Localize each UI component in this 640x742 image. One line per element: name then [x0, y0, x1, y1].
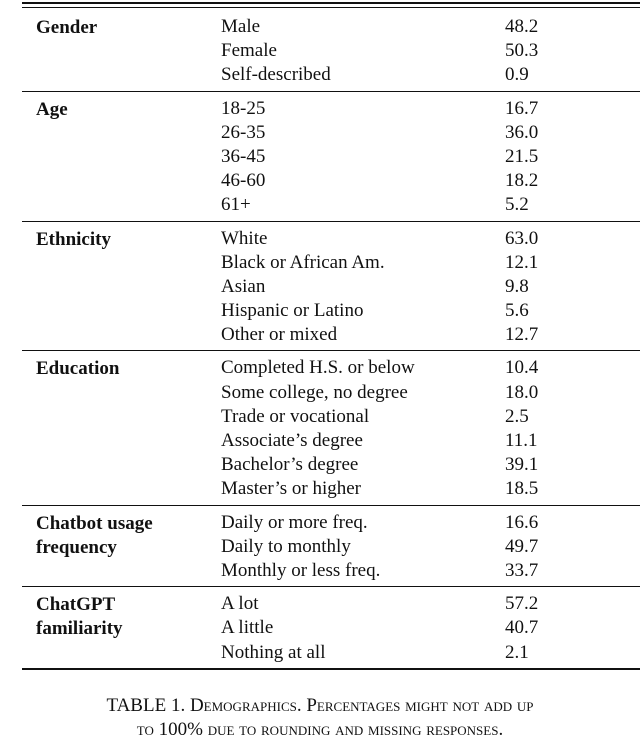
- row-value: 39.1: [505, 454, 539, 476]
- table-section: [22, 10, 640, 92]
- table-row: [22, 592, 640, 616]
- row-value: 2.5: [505, 405, 529, 427]
- row-label: Nothing at all: [221, 641, 326, 663]
- table-row: [22, 559, 640, 583]
- table-row: [22, 145, 640, 169]
- row-label: Female: [221, 40, 277, 62]
- row-label: Hispanic or Latino: [221, 300, 364, 322]
- table-section: [22, 222, 640, 352]
- row-label: 26-35: [221, 121, 266, 143]
- row-value: 10.4: [505, 357, 539, 379]
- row-value: 48.2: [505, 16, 539, 37]
- row-label: 61+: [221, 194, 251, 216]
- table-row: [22, 323, 640, 347]
- row-value: 5.2: [505, 194, 529, 216]
- row-value: 16.7: [505, 97, 539, 119]
- table-row: [22, 535, 640, 559]
- row-value: 5.6: [505, 300, 529, 322]
- table-section: [22, 587, 640, 670]
- table-row: [22, 429, 640, 453]
- table-row: [22, 511, 640, 535]
- table-row: [22, 227, 640, 251]
- table-row: [22, 275, 640, 299]
- row-label: Daily or more freq.: [221, 511, 368, 533]
- table-row: [22, 453, 640, 477]
- demographics-table: [0, 10, 640, 670]
- row-label: Completed H.S. or below: [221, 357, 415, 379]
- row-value: 11.1: [505, 430, 538, 451]
- row-label: Black or African Am.: [221, 251, 385, 273]
- row-label: Trade or vocational: [221, 405, 370, 427]
- row-label: Daily to monthly: [221, 535, 351, 557]
- row-value: 40.7: [505, 617, 539, 639]
- row-value: 2.1: [505, 641, 529, 663]
- table-section: [22, 351, 640, 505]
- row-label: Bachelor’s degree: [221, 454, 359, 476]
- section-category: Age: [36, 98, 68, 120]
- row-value: 18.2: [505, 170, 539, 192]
- table-caption: [0, 694, 640, 742]
- section-category: Education: [36, 358, 120, 380]
- row-label: A little: [221, 617, 274, 639]
- caption-line-2: to 100% due to rounding and missing responses.: [136, 719, 504, 740]
- table-row: [22, 193, 640, 217]
- row-label: 18-25: [221, 97, 266, 119]
- caption-line-1: TABLE 1. Demographics. Percentages might not add up: [106, 695, 534, 716]
- table-row: [22, 63, 640, 87]
- row-label: 46-60: [221, 170, 266, 192]
- table-row: [22, 641, 640, 665]
- row-value: 9.8: [505, 275, 529, 297]
- row-value: 50.3: [505, 40, 539, 62]
- row-value: 18.5: [505, 478, 539, 500]
- row-value: 33.7: [505, 559, 539, 581]
- table-row: [22, 616, 640, 640]
- table-top-rule: [22, 2, 640, 4]
- section-category: Ethnicity: [36, 228, 111, 250]
- row-label: Self-described: [221, 64, 331, 86]
- section-category: ChatGPT familiarity: [36, 594, 123, 640]
- row-label: Other or mixed: [221, 324, 338, 346]
- section-category: Chatbot usage frequency: [36, 512, 153, 558]
- row-value: 12.7: [505, 324, 539, 346]
- table-row: [22, 251, 640, 275]
- row-label: Male: [221, 16, 261, 37]
- row-value: 63.0: [505, 227, 539, 249]
- row-value: 57.2: [505, 593, 539, 615]
- table-row: [22, 356, 640, 380]
- table-top-rule-inner: [22, 7, 640, 8]
- table-row: [22, 405, 640, 429]
- table-row: [22, 381, 640, 405]
- row-label: Master’s or higher: [221, 478, 362, 500]
- row-value: 21.5: [505, 145, 539, 167]
- row-value: 0.9: [505, 64, 529, 86]
- row-label: 36-45: [221, 145, 266, 167]
- table-row: [22, 169, 640, 193]
- row-value: 12.1: [505, 251, 539, 273]
- table-row: [22, 299, 640, 323]
- table-row: [22, 39, 640, 63]
- section-category: Gender: [36, 17, 98, 38]
- row-label: Associate’s degree: [221, 430, 363, 451]
- row-label: Monthly or less freq.: [221, 559, 381, 581]
- table-row: [22, 97, 640, 121]
- row-value: 18.0: [505, 381, 539, 403]
- row-value: 36.0: [505, 121, 539, 143]
- row-label: Asian: [221, 275, 266, 297]
- row-label: White: [221, 227, 268, 249]
- table-row: [22, 477, 640, 501]
- table-section: [22, 92, 640, 222]
- row-value: 49.7: [505, 535, 539, 557]
- row-value: 16.6: [505, 511, 539, 533]
- table-row: [22, 15, 640, 39]
- table-row: [22, 121, 640, 145]
- row-label: Some college, no degree: [221, 381, 408, 403]
- table-section: [22, 506, 640, 588]
- row-label: A lot: [221, 593, 259, 615]
